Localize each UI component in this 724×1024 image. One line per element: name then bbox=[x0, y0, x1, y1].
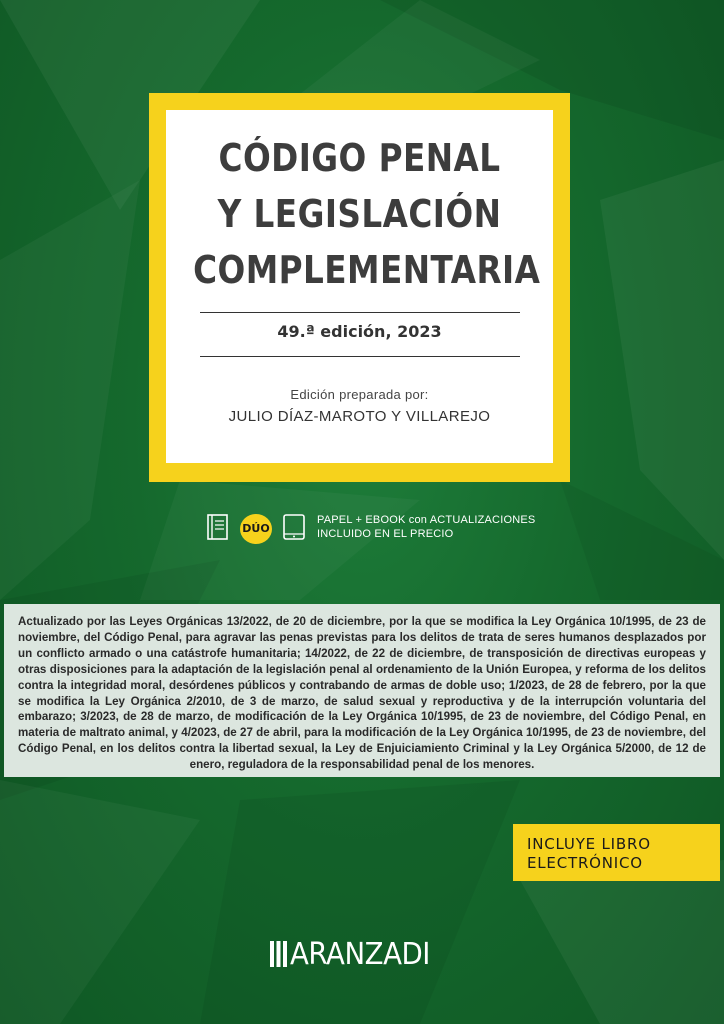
tablet-icon bbox=[281, 512, 307, 542]
divider-top bbox=[200, 312, 520, 313]
publisher-bars-icon bbox=[270, 939, 288, 969]
title-panel bbox=[166, 110, 553, 463]
divider-bottom bbox=[200, 356, 520, 357]
duo-badge: DÚO bbox=[240, 514, 272, 544]
publisher-name: ARANZADI bbox=[290, 937, 430, 972]
author-name: JULIO DÍAZ-MAROTO Y VILLAREJO bbox=[228, 408, 491, 425]
book-title-line-2: Y LEGISLACIÓN bbox=[217, 192, 502, 236]
update-note-band bbox=[4, 604, 720, 777]
prepared-by-label: Edición preparada por: bbox=[290, 387, 429, 402]
ebook-included-badge bbox=[513, 824, 720, 881]
book-title-line-1: CÓDIGO PENAL bbox=[218, 136, 501, 180]
ebook-badge-line-1: INCLUYE LIBRO bbox=[527, 835, 651, 853]
ebook-badge-line-2: ELECTRÓNICO bbox=[527, 854, 643, 872]
edition-label: 49.ª edición, 2023 bbox=[277, 322, 442, 341]
duo-line-1: PAPEL + EBOOK con ACTUALIZACIONES bbox=[317, 514, 536, 526]
duo-description bbox=[317, 513, 557, 541]
book-title-line-3: COMPLEMENTARIA bbox=[193, 248, 541, 292]
update-note-text: Actualizado por las Leyes Orgánicas 13/2022, de 20 de diciembre, por la que se modifica la Ley Orgánica 10/1995, de 23 de noviembre, del Código Penal, para agravar las penas previstas para los delitos de trata de seres humanos desplazados por un conflicto armado o una catástrofe humanitaria; 14/2022, de 22 de diciembre, de transposición de directivas europeas y otras disposiciones para la adaptación de la legislación penal al ordenamiento de la Unión Europea, y reforma de los delitos contra la integridad moral, desórdenes públicos y contrabando de armas de doble uso; 1/2023, de 28 de febrero, por la que se modifica la Ley Orgánica 2/2010, de 3 de marzo, de salud sexual y reproductiva y de la interrupción voluntaria del embarazo; 3/2023, de 28 de marzo, de modificación de la Ley Orgánica 10/1995, de 23 de noviembre, del Código Penal, en materia de maltrato animal, y 4/2023, de 27 de abril, para la modificación de la Ley Orgánica 10/1995, de 23 de noviembre, del Código Penal, en los delitos contra la libertad sexual, la Ley de Enjuiciamiento Criminal y la Ley Orgánica 5/2000, de 12 de enero, reguladora de la responsabilidad penal de los menores. bbox=[18, 615, 706, 772]
duo-line-2: INCLUIDO EN EL PRECIO bbox=[317, 528, 454, 540]
book-icon bbox=[205, 512, 231, 542]
